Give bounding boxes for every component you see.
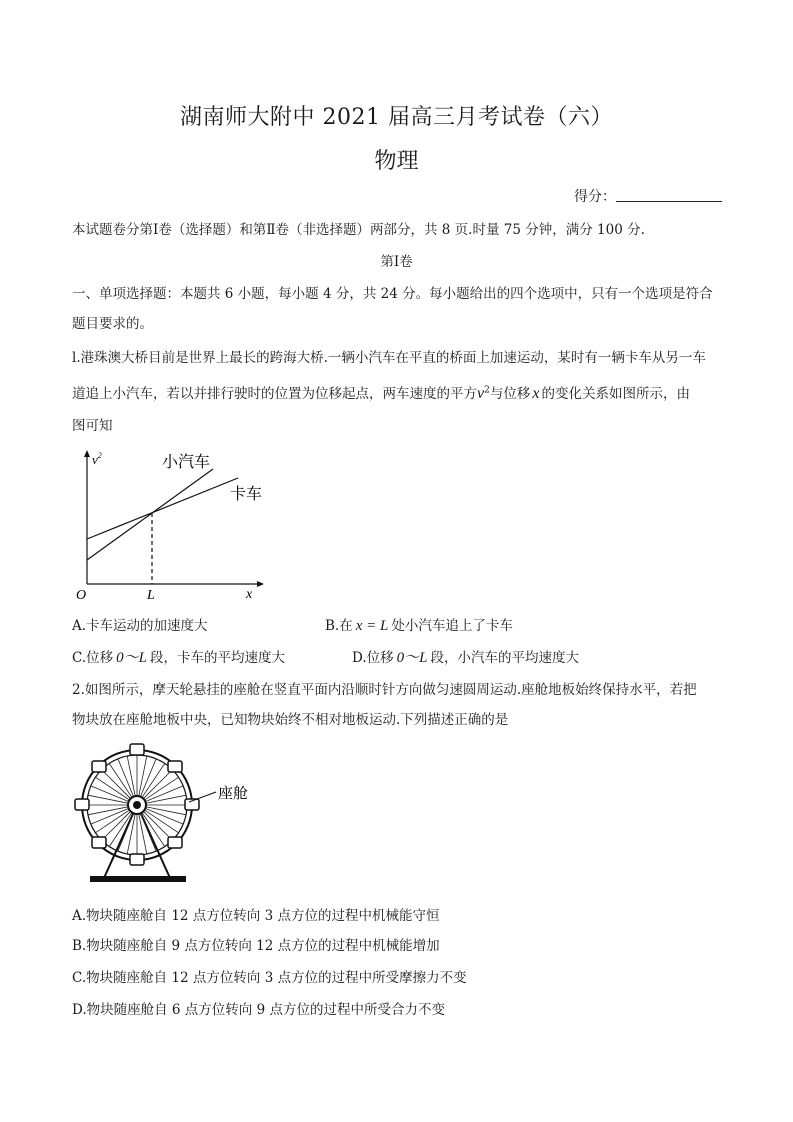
- exam-title: 湖南师大附中 2021 届高三月考试卷（六）: [180, 105, 613, 130]
- q1-option-b-post: 处小汽车追上了卡车: [391, 618, 513, 634]
- volume-heading: 第Ⅰ卷: [380, 254, 413, 270]
- q2-option-a: A.物块随座舱自 12 点方位转向 3 点方位的过程中机械能守恒: [72, 908, 440, 924]
- q1-stem-line3: 图可知: [72, 418, 113, 434]
- y-axis-arrow: [84, 450, 90, 457]
- q2-option-c: C.物块随座舱自 12 点方位转向 3 点方位的过程中所受摩擦力不变: [72, 970, 467, 986]
- q1-stem-x: x: [532, 385, 540, 402]
- q1-stem-text-b: 与位移: [489, 386, 531, 402]
- q1-stem-v: v: [477, 385, 485, 402]
- q1-option-a: A.卡车运动的加速度大: [72, 618, 208, 634]
- q1-option-c-post: 段，卡车的平均速度大: [149, 650, 285, 666]
- section-instruction-line2: 题目要求的。: [72, 316, 153, 332]
- q2-option-b: B.物块随座舱自 9 点方位转向 12 点方位的过程中机械能增加: [72, 938, 440, 954]
- q2-stem-line1: 2.如图所示，摩天轮悬挂的座舱在竖直平面内沿顺时针方向做匀速圆周运动.座舱地板始终保持水平，若把: [72, 682, 697, 698]
- ferris-wheel: [75, 744, 216, 882]
- q1-option-d: [352, 646, 579, 667]
- subject-title: 物理: [374, 149, 419, 174]
- label-truck: 卡车: [230, 486, 263, 503]
- q1-v2-x-graph: [70, 446, 270, 606]
- q1-option-b-pre: B.在: [325, 618, 353, 634]
- q1-stem-text-c: 的变化关系如图所示，由: [541, 386, 690, 402]
- q1-stem-line1: l.港珠澳大桥目前是世界上最长的跨海大桥.一辆小汽车在平直的桥面上加速运动，某时有一辆卡车从另一车: [72, 350, 706, 366]
- cabin-label: 座舱: [218, 786, 249, 802]
- truck-line: [87, 478, 238, 539]
- origin-label: O: [76, 588, 87, 603]
- q1-option-c: [72, 646, 285, 667]
- x-axis-arrow: [257, 581, 264, 587]
- score-blank: [616, 201, 722, 202]
- ferris-wheel-figure: [70, 738, 270, 886]
- q1-option-b: [325, 614, 513, 635]
- exam-intro: 本试题卷分第Ⅰ卷（选择题）和第Ⅱ卷（非选择题）两部分，共 8 页.时量 75 分钟，满分 100 分.: [72, 222, 645, 238]
- label-car: 小汽车: [162, 454, 211, 471]
- q1-stem-sup: 2: [484, 385, 490, 396]
- q1-stem-line2: [72, 382, 690, 403]
- section-instruction-line1: 一、单项选择题：本题共 6 小题，每小题 4 分，共 24 分。每小题给出的四个选项中，只有一个选项是符合: [72, 286, 713, 302]
- q2-stem-line2: 物块放在座舱地板中央，已知物块始终不相对地板运动.下列描述正确的是: [72, 712, 509, 728]
- q1-stem-text-a: 道追上小汽车，若以并排行驶时的位置为位移起点，两车速度的平方: [72, 386, 477, 402]
- q1-option-b-math: x = L: [355, 618, 389, 634]
- y-axis-label: $v^2$: [92, 451, 102, 467]
- x-axis-label: x: [246, 587, 253, 602]
- base-platform: [90, 876, 186, 882]
- car-line: [87, 469, 213, 560]
- score-label: 得分：: [574, 189, 616, 205]
- q1-option-d-post: 段，小汽车的平均速度大: [430, 650, 579, 666]
- hub-center: [133, 801, 141, 809]
- q1-option-d-pre: D.位移: [352, 650, 394, 666]
- q1-option-c-math: 0～L: [116, 650, 147, 666]
- cabin-leader-line: [189, 792, 216, 802]
- q1-option-c-pre: C.位移: [72, 650, 114, 666]
- tick-label-L: L: [147, 588, 155, 603]
- q2-option-d: D.物块随座舱自 6 点方位转向 9 点方位的过程中所受合力不变: [72, 1002, 445, 1018]
- q1-option-d-math: 0～L: [396, 650, 428, 666]
